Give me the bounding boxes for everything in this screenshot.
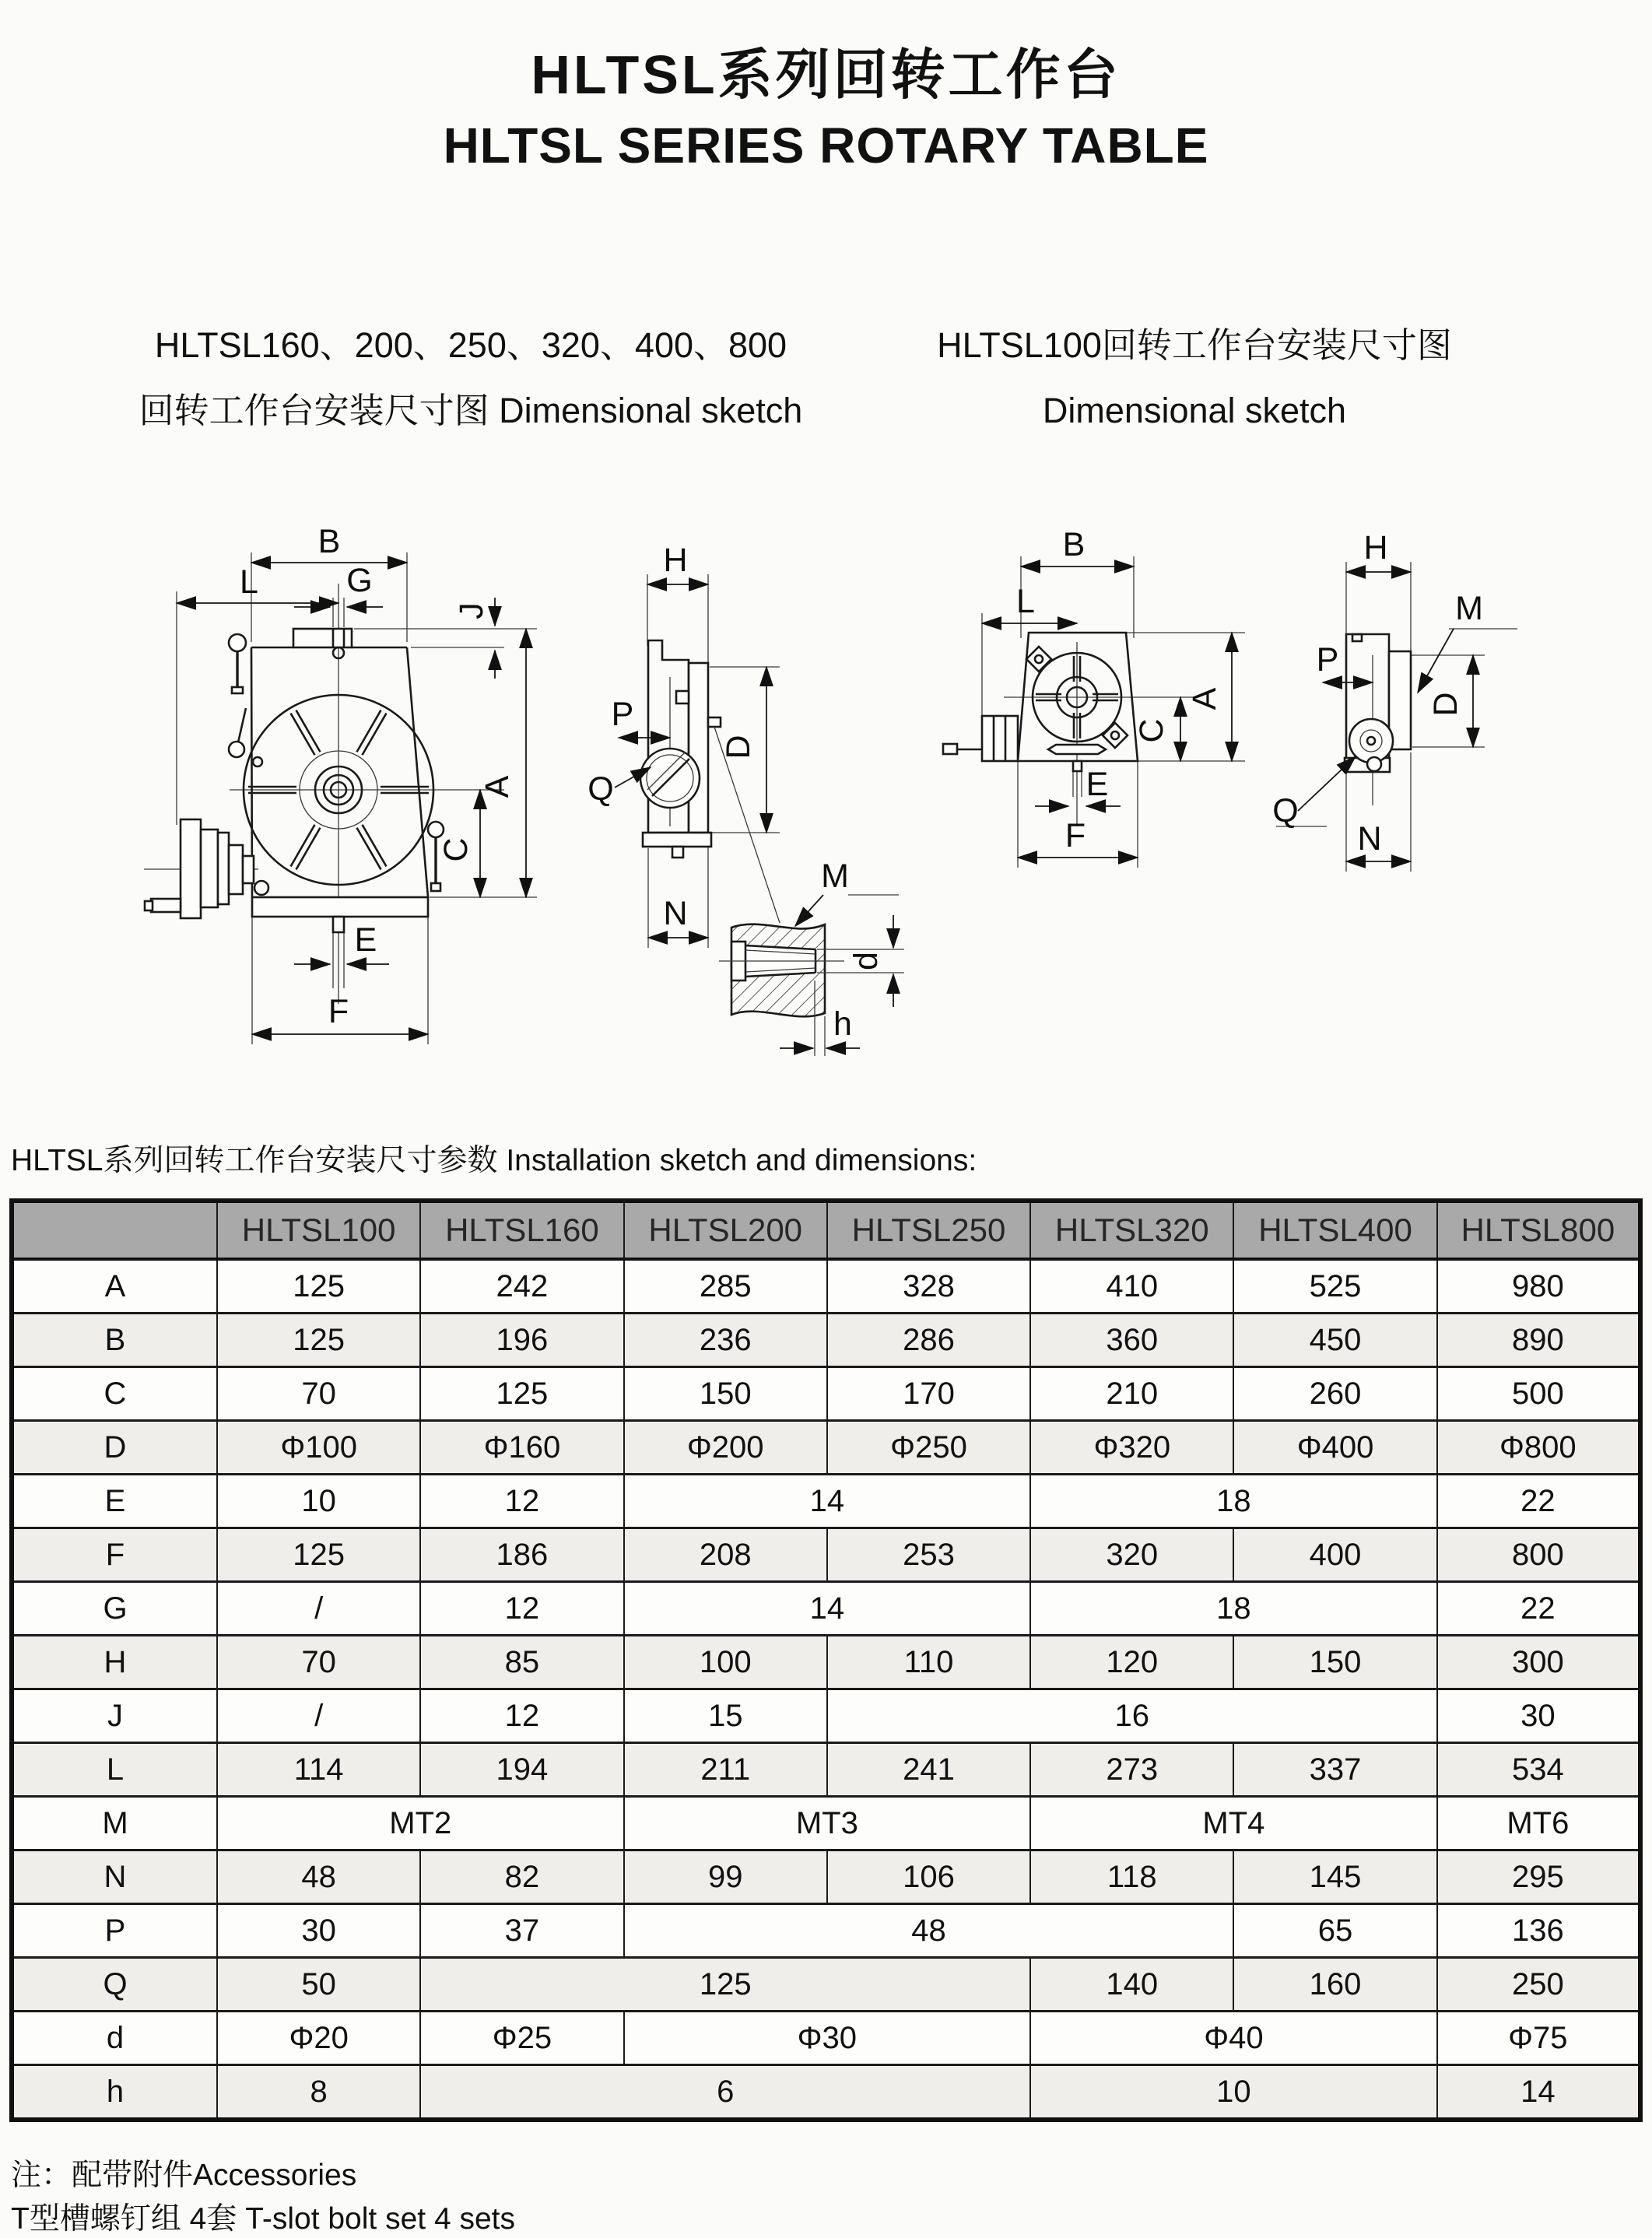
table-header-hltsl200: HLTSL200 [624, 1201, 827, 1259]
caption-right-line1: HLTSL100回转工作台安装尺寸图 [937, 325, 1452, 365]
table-cell: 14 [624, 1475, 1031, 1528]
row-label: N [12, 1850, 217, 1904]
table-row-h [12, 2065, 1640, 2120]
caption-right [895, 313, 1494, 444]
table-row-Q [12, 1958, 1640, 2012]
table-cell: 110 [827, 1636, 1030, 1689]
table-header-hltsl160: HLTSL160 [420, 1201, 623, 1259]
row-label: E [12, 1475, 217, 1528]
table-cell: 65 [1233, 1904, 1436, 1958]
table-cell: 48 [624, 1904, 1234, 1958]
table-cell: 14 [1437, 2065, 1640, 2120]
dim-label-A: A [479, 775, 516, 798]
dim-label-M2: M [1455, 590, 1483, 627]
table-cell: 196 [420, 1314, 623, 1367]
table-cell: MT3 [624, 1797, 1031, 1850]
row-label: h [12, 2065, 217, 2120]
caption-left-line1: HLTSL160、200、250、320、400、800 [154, 325, 787, 365]
table-cell: 800 [1437, 1528, 1640, 1582]
table-cell: Φ30 [624, 2012, 1031, 2065]
table-cell: 450 [1233, 1314, 1436, 1367]
dim-label-P: P [611, 696, 634, 733]
table-cell: Φ160 [420, 1421, 623, 1475]
table-cell: 208 [624, 1528, 827, 1582]
table-row-J [12, 1689, 1640, 1743]
dim-label-G: G [346, 562, 373, 599]
table-cell: 295 [1437, 1850, 1640, 1904]
table-cell: 170 [827, 1367, 1030, 1421]
table-cell: 980 [1437, 1259, 1640, 1314]
table-cell: Φ100 [217, 1421, 420, 1475]
note-tslot-bolt-set: T型槽螺钉组 4套 T-slot bolt set 4 sets [11, 2202, 515, 2236]
caption-right-line2: Dimensional sketch [1042, 391, 1347, 430]
table-cell: 18 [1030, 1475, 1437, 1528]
table-cell: 125 [217, 1314, 420, 1367]
table-header-row [12, 1201, 1640, 1259]
table-cell: 534 [1437, 1743, 1640, 1797]
table-cell: 211 [624, 1743, 827, 1797]
table-cell: 150 [624, 1367, 827, 1421]
dim-label-D2: D [1427, 692, 1464, 717]
table-cell: MT4 [1030, 1797, 1437, 1850]
table-cell: 10 [1030, 2065, 1437, 2120]
table-cell: MT6 [1437, 1797, 1640, 1850]
dim-label-J: J [453, 602, 490, 619]
row-label: H [12, 1636, 217, 1689]
dim-label-E: E [354, 921, 377, 959]
table-cell: 12 [420, 1582, 623, 1636]
table-cell: Φ250 [827, 1421, 1030, 1475]
table-cell: 22 [1437, 1582, 1640, 1636]
table-cell: 14 [624, 1582, 1031, 1636]
row-label: d [12, 2012, 217, 2065]
table-caption: HLTSL系列回转工作台安装尺寸参数 Installation sketch and dimensions: [11, 1144, 977, 1177]
table-cell: 114 [217, 1743, 420, 1797]
table-cell: 70 [217, 1367, 420, 1421]
table-cell: 118 [1030, 1850, 1233, 1904]
row-label: B [12, 1314, 217, 1367]
table-cell: 360 [1030, 1314, 1233, 1367]
dimensional-sketches [0, 490, 1652, 1128]
table-cell: 12 [420, 1475, 623, 1528]
dim-label-N2: N [1357, 820, 1382, 858]
table-cell: 85 [420, 1636, 623, 1689]
table-cell: 194 [420, 1743, 623, 1797]
row-label: Q [12, 1958, 217, 2012]
table-cell: 30 [1437, 1689, 1640, 1743]
table-cell: 210 [1030, 1367, 1233, 1421]
dim-label-A2: A [1186, 687, 1223, 710]
table-row-M [12, 1797, 1640, 1850]
table-row-d [12, 2012, 1640, 2065]
table-cell: 160 [1233, 1958, 1436, 2012]
table-cell: 253 [827, 1528, 1030, 1582]
sketch-taper-detail [719, 858, 904, 1056]
dim-label-L2: L [1016, 583, 1035, 620]
table-cell: Φ40 [1030, 2012, 1437, 2065]
table-cell: 50 [217, 1958, 420, 2012]
table-cell: Φ20 [217, 2012, 420, 2065]
table-cell: / [217, 1582, 420, 1636]
table-cell: 236 [624, 1314, 827, 1367]
dim-label-D: D [720, 735, 757, 759]
caption-left-line2: 回转工作台安装尺寸图 Dimensional sketch [139, 391, 803, 430]
table-cell: 70 [217, 1636, 420, 1689]
table-cell: 241 [827, 1743, 1030, 1797]
table-cell: 525 [1233, 1259, 1436, 1314]
table-cell: 120 [1030, 1636, 1233, 1689]
table-row-A [12, 1259, 1640, 1314]
dim-label-C2: C [1133, 718, 1170, 743]
row-label: L [12, 1743, 217, 1797]
row-label: C [12, 1367, 217, 1421]
table-row-G [12, 1582, 1640, 1636]
dim-label-B2: B [1062, 526, 1086, 563]
table-cell: 250 [1437, 1958, 1640, 2012]
dim-label-M: M [821, 858, 849, 895]
table-row-D [12, 1421, 1640, 1475]
table-cell: Φ25 [420, 2012, 623, 2065]
table-cell: 273 [1030, 1743, 1233, 1797]
dim-label-E2: E [1086, 766, 1109, 803]
table-cell: / [217, 1689, 420, 1743]
table-row-P [12, 1904, 1640, 1958]
table-cell: 145 [1233, 1850, 1436, 1904]
dim-label-C: C [437, 837, 475, 862]
table-cell: 15 [624, 1689, 827, 1743]
table-cell: 242 [420, 1259, 623, 1314]
dim-label-P2: P [1316, 641, 1339, 679]
dim-label-H2: H [1363, 529, 1388, 567]
row-label: D [12, 1421, 217, 1475]
caption-left [62, 313, 879, 444]
table-cell: 400 [1233, 1528, 1436, 1582]
row-label: A [12, 1259, 217, 1314]
dim-label-L: L [240, 563, 258, 601]
table-cell: 22 [1437, 1475, 1640, 1528]
table-cell: 6 [420, 2065, 1030, 2120]
dim-label-Q2: Q [1272, 792, 1299, 830]
table-cell: 140 [1030, 1958, 1233, 2012]
row-label: J [12, 1689, 217, 1743]
table-header-hltsl100: HLTSL100 [217, 1201, 420, 1259]
table-cell: 48 [217, 1850, 420, 1904]
note-accessories: 注：配带附件Accessories [11, 2159, 357, 2192]
dim-label-B: B [317, 523, 341, 560]
table-row-C [12, 1367, 1640, 1421]
table-cell: 300 [1437, 1636, 1640, 1689]
table-cell: 125 [420, 1367, 623, 1421]
table-cell: 12 [420, 1689, 623, 1743]
table-cell: MT2 [217, 1797, 624, 1850]
table-cell: 150 [1233, 1636, 1436, 1689]
table-cell: 10 [217, 1475, 420, 1528]
table-cell: 500 [1437, 1367, 1640, 1421]
table-cell: 100 [624, 1636, 827, 1689]
page-title-en: HLTSL SERIES ROTARY TABLE [443, 118, 1209, 174]
table-cell: 328 [827, 1259, 1030, 1314]
table-cell: 890 [1437, 1314, 1640, 1367]
table-cell: Φ400 [1233, 1421, 1436, 1475]
sketch-front-100 [943, 526, 1245, 868]
table-cell: 136 [1437, 1904, 1640, 1958]
dim-label-Q: Q [587, 770, 614, 808]
table-header-blank [12, 1201, 217, 1259]
table-cell: 18 [1030, 1582, 1437, 1636]
table-cell: 125 [217, 1528, 420, 1582]
table-cell: Φ75 [1437, 2012, 1640, 2065]
table-row-H [12, 1636, 1640, 1689]
table-cell: 337 [1233, 1743, 1436, 1797]
table-row-E [12, 1475, 1640, 1528]
sketch-side-100 [1272, 529, 1517, 872]
table-header-hltsl250: HLTSL250 [827, 1201, 1030, 1259]
dimensions-table [9, 1198, 1643, 2122]
table-cell: 286 [827, 1314, 1030, 1367]
table-cell: 16 [827, 1689, 1437, 1743]
row-label: F [12, 1528, 217, 1582]
table-cell: 106 [827, 1850, 1030, 1904]
table-cell: 82 [420, 1850, 623, 1904]
page-title-zh: HLTSL系列回转工作台 [531, 44, 1121, 105]
row-label: G [12, 1582, 217, 1636]
table-cell: 186 [420, 1528, 623, 1582]
dim-label-N: N [663, 895, 688, 932]
table-cell: 285 [624, 1259, 827, 1314]
table-cell: 37 [420, 1904, 623, 1958]
dim-label-H: H [663, 542, 688, 579]
table-cell: 260 [1233, 1367, 1436, 1421]
table-row-N [12, 1850, 1640, 1904]
table-row-L [12, 1743, 1640, 1797]
row-label: P [12, 1904, 217, 1958]
dim-label-F2: F [1065, 817, 1086, 854]
row-label: M [12, 1797, 217, 1850]
table-row-B [12, 1314, 1640, 1367]
table-cell: Φ320 [1030, 1421, 1233, 1475]
table-cell: Φ200 [624, 1421, 827, 1475]
table-cell: 410 [1030, 1259, 1233, 1314]
table-row-F [12, 1528, 1640, 1582]
table-cell: 99 [624, 1850, 827, 1904]
sketch-side-large [587, 542, 780, 948]
table-cell: 125 [420, 1958, 1030, 2012]
dim-label-F: F [328, 993, 349, 1030]
dim-label-h: h [833, 1005, 852, 1043]
table-cell: 125 [217, 1259, 420, 1314]
dim-label-d: d [847, 952, 885, 970]
table-cell: 320 [1030, 1528, 1233, 1582]
table-cell: 8 [217, 2065, 420, 2120]
table-header-hltsl400: HLTSL400 [1233, 1201, 1436, 1259]
table-header-hltsl800: HLTSL800 [1437, 1201, 1640, 1259]
table-header-hltsl320: HLTSL320 [1030, 1201, 1233, 1259]
sketch-front-large [144, 523, 537, 1044]
table-cell: 30 [217, 1904, 420, 1958]
table-cell: Φ800 [1437, 1421, 1640, 1475]
